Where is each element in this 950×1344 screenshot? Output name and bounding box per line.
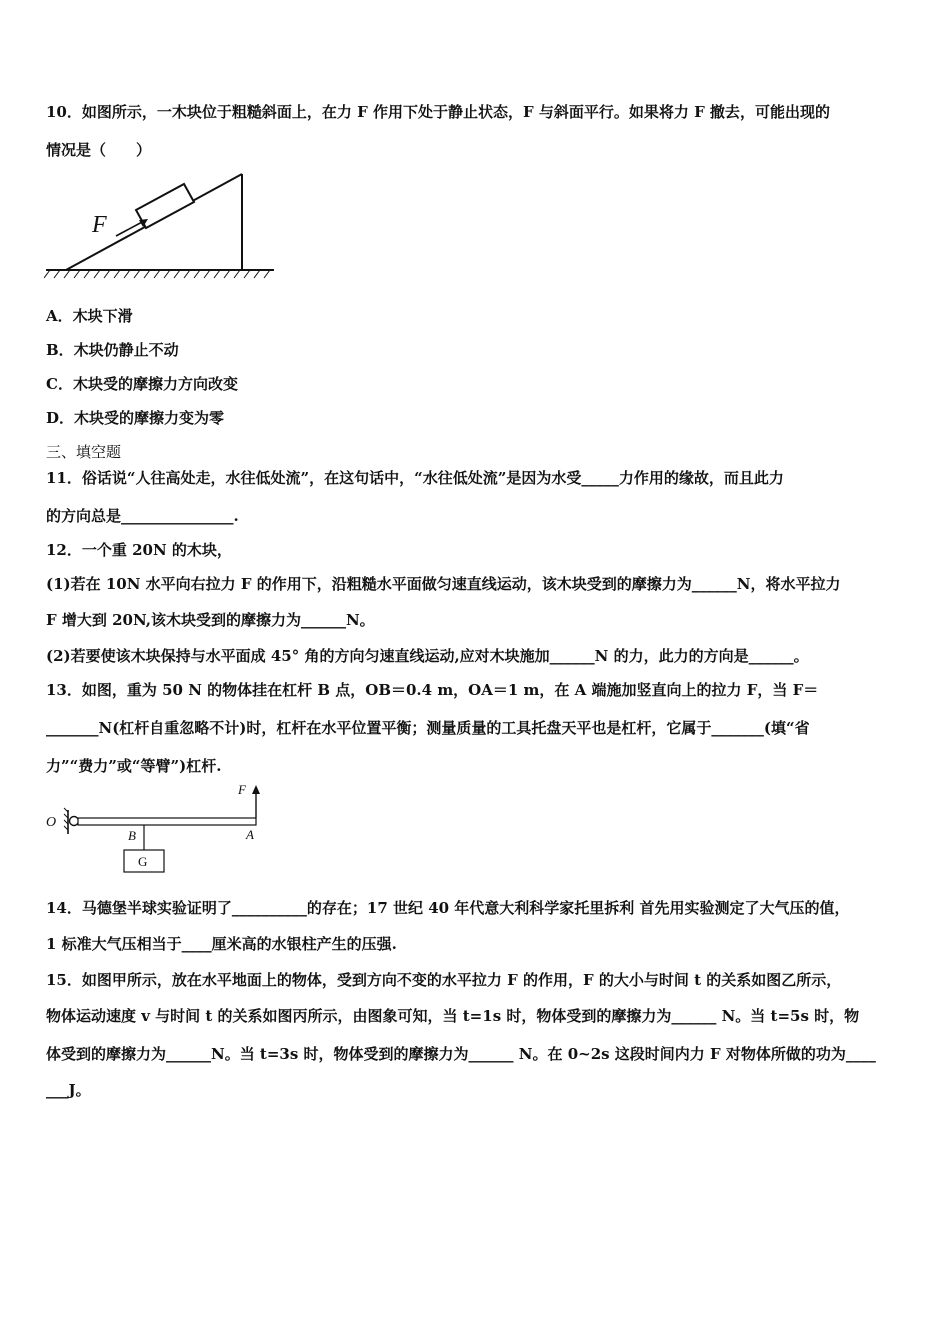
q12-line-1: 12．一个重 20N 的木块， <box>46 541 232 559</box>
q10-option-d: D．木块受的摩擦力变为零 <box>46 409 225 427</box>
q11-line-2: 的方向总是_______________. <box>46 507 239 525</box>
pivot-support <box>64 808 79 834</box>
q10-line-1: 10．如图所示，一木块位于粗糙斜面上，在力 F 作用下处于静止状态，F 与斜面平行。如果将力 F 撤去，可能出现的 <box>46 103 830 121</box>
q15-line-4: ___J。 <box>46 1081 91 1099</box>
lever-bar <box>78 818 256 825</box>
q14-line-2: 1 标准大气压相当于____厘米高的水银柱产生的压强. <box>46 935 397 953</box>
lever-figure <box>44 780 274 876</box>
label-f: F <box>238 782 246 797</box>
q12-line-4: (2)若要使该木块保持与水平面成 45° 角的方向匀速直线运动,应对木块施加______N 的力，此力的方向是______。 <box>46 647 809 665</box>
section-heading: 三、填空题 <box>46 443 122 461</box>
q13-line-1: 13．如图，重为 50 N 的物体挂在杠杆 B 点，OB＝0.4 m，OA＝1 m，在 A 端施加竖直向上的拉力 F，当 F＝ <box>46 681 819 699</box>
force-label-f: F <box>92 212 107 238</box>
q15-line-2: 物体运动速度 v 与时间 t 的关系如图丙所示，由图象可知，当 t=1s 时，物体受到的摩擦力为______ N。当 t=5s 时，物 <box>46 1007 860 1025</box>
q12-line-3: F 增大到 20N,该木块受到的摩擦力为______N。 <box>46 611 375 629</box>
q10-option-a: A．木块下滑 <box>46 307 133 325</box>
q10-option-c: C．木块受的摩擦力方向改变 <box>46 375 238 393</box>
label-o: O <box>46 815 57 830</box>
q15-line-3: 体受到的摩擦力为______N。当 t=3s 时，物体受到的摩擦力为______ N。在 0~2s 这段时间内力 F 对物体所做的功为____ <box>46 1045 876 1063</box>
q11-line-1: 11．俗话说“人往高处走，水往低处流”，在这句话中，“水往低处流”是因为水受_____力作用的缘故，而且此力 <box>46 469 784 487</box>
q12-line-2: (1)若在 10N 水平向右拉力 F 的作用下，沿粗糙水平面做匀速直线运动，该木块受到的摩擦力为______N，将水平拉力 <box>46 575 841 593</box>
q13-line-3: 力”“费力”或“等臂”)杠杆. <box>46 757 222 775</box>
q15-line-1: 15．如图甲所示，放在水平地面上的物体，受到方向不变的水平拉力 F 的作用，F 的大小与时间 t 的关系如图乙所示， <box>46 971 842 989</box>
q10-option-b: B．木块仍静止不动 <box>46 341 179 359</box>
incline-figure <box>44 170 280 286</box>
force-arrow <box>252 785 260 818</box>
q10-line-2: 情况是（ ） <box>46 141 152 159</box>
q14-line-1: 14．马德堡半球实验证明了__________的存在；17 世纪 40 年代意大利科学家托里拆利 首先用实验测定了大气压的值， <box>46 899 850 917</box>
ground-hatching <box>44 270 270 278</box>
q13-line-2: _______N(杠杆自重忽略不计)时，杠杆在水平位置平衡；测量质量的工具托盘天平也是杠杆，它属于_______(填“省 <box>46 719 810 737</box>
label-a: A <box>246 827 254 842</box>
label-b: B <box>128 828 136 843</box>
label-g: G <box>138 854 148 869</box>
